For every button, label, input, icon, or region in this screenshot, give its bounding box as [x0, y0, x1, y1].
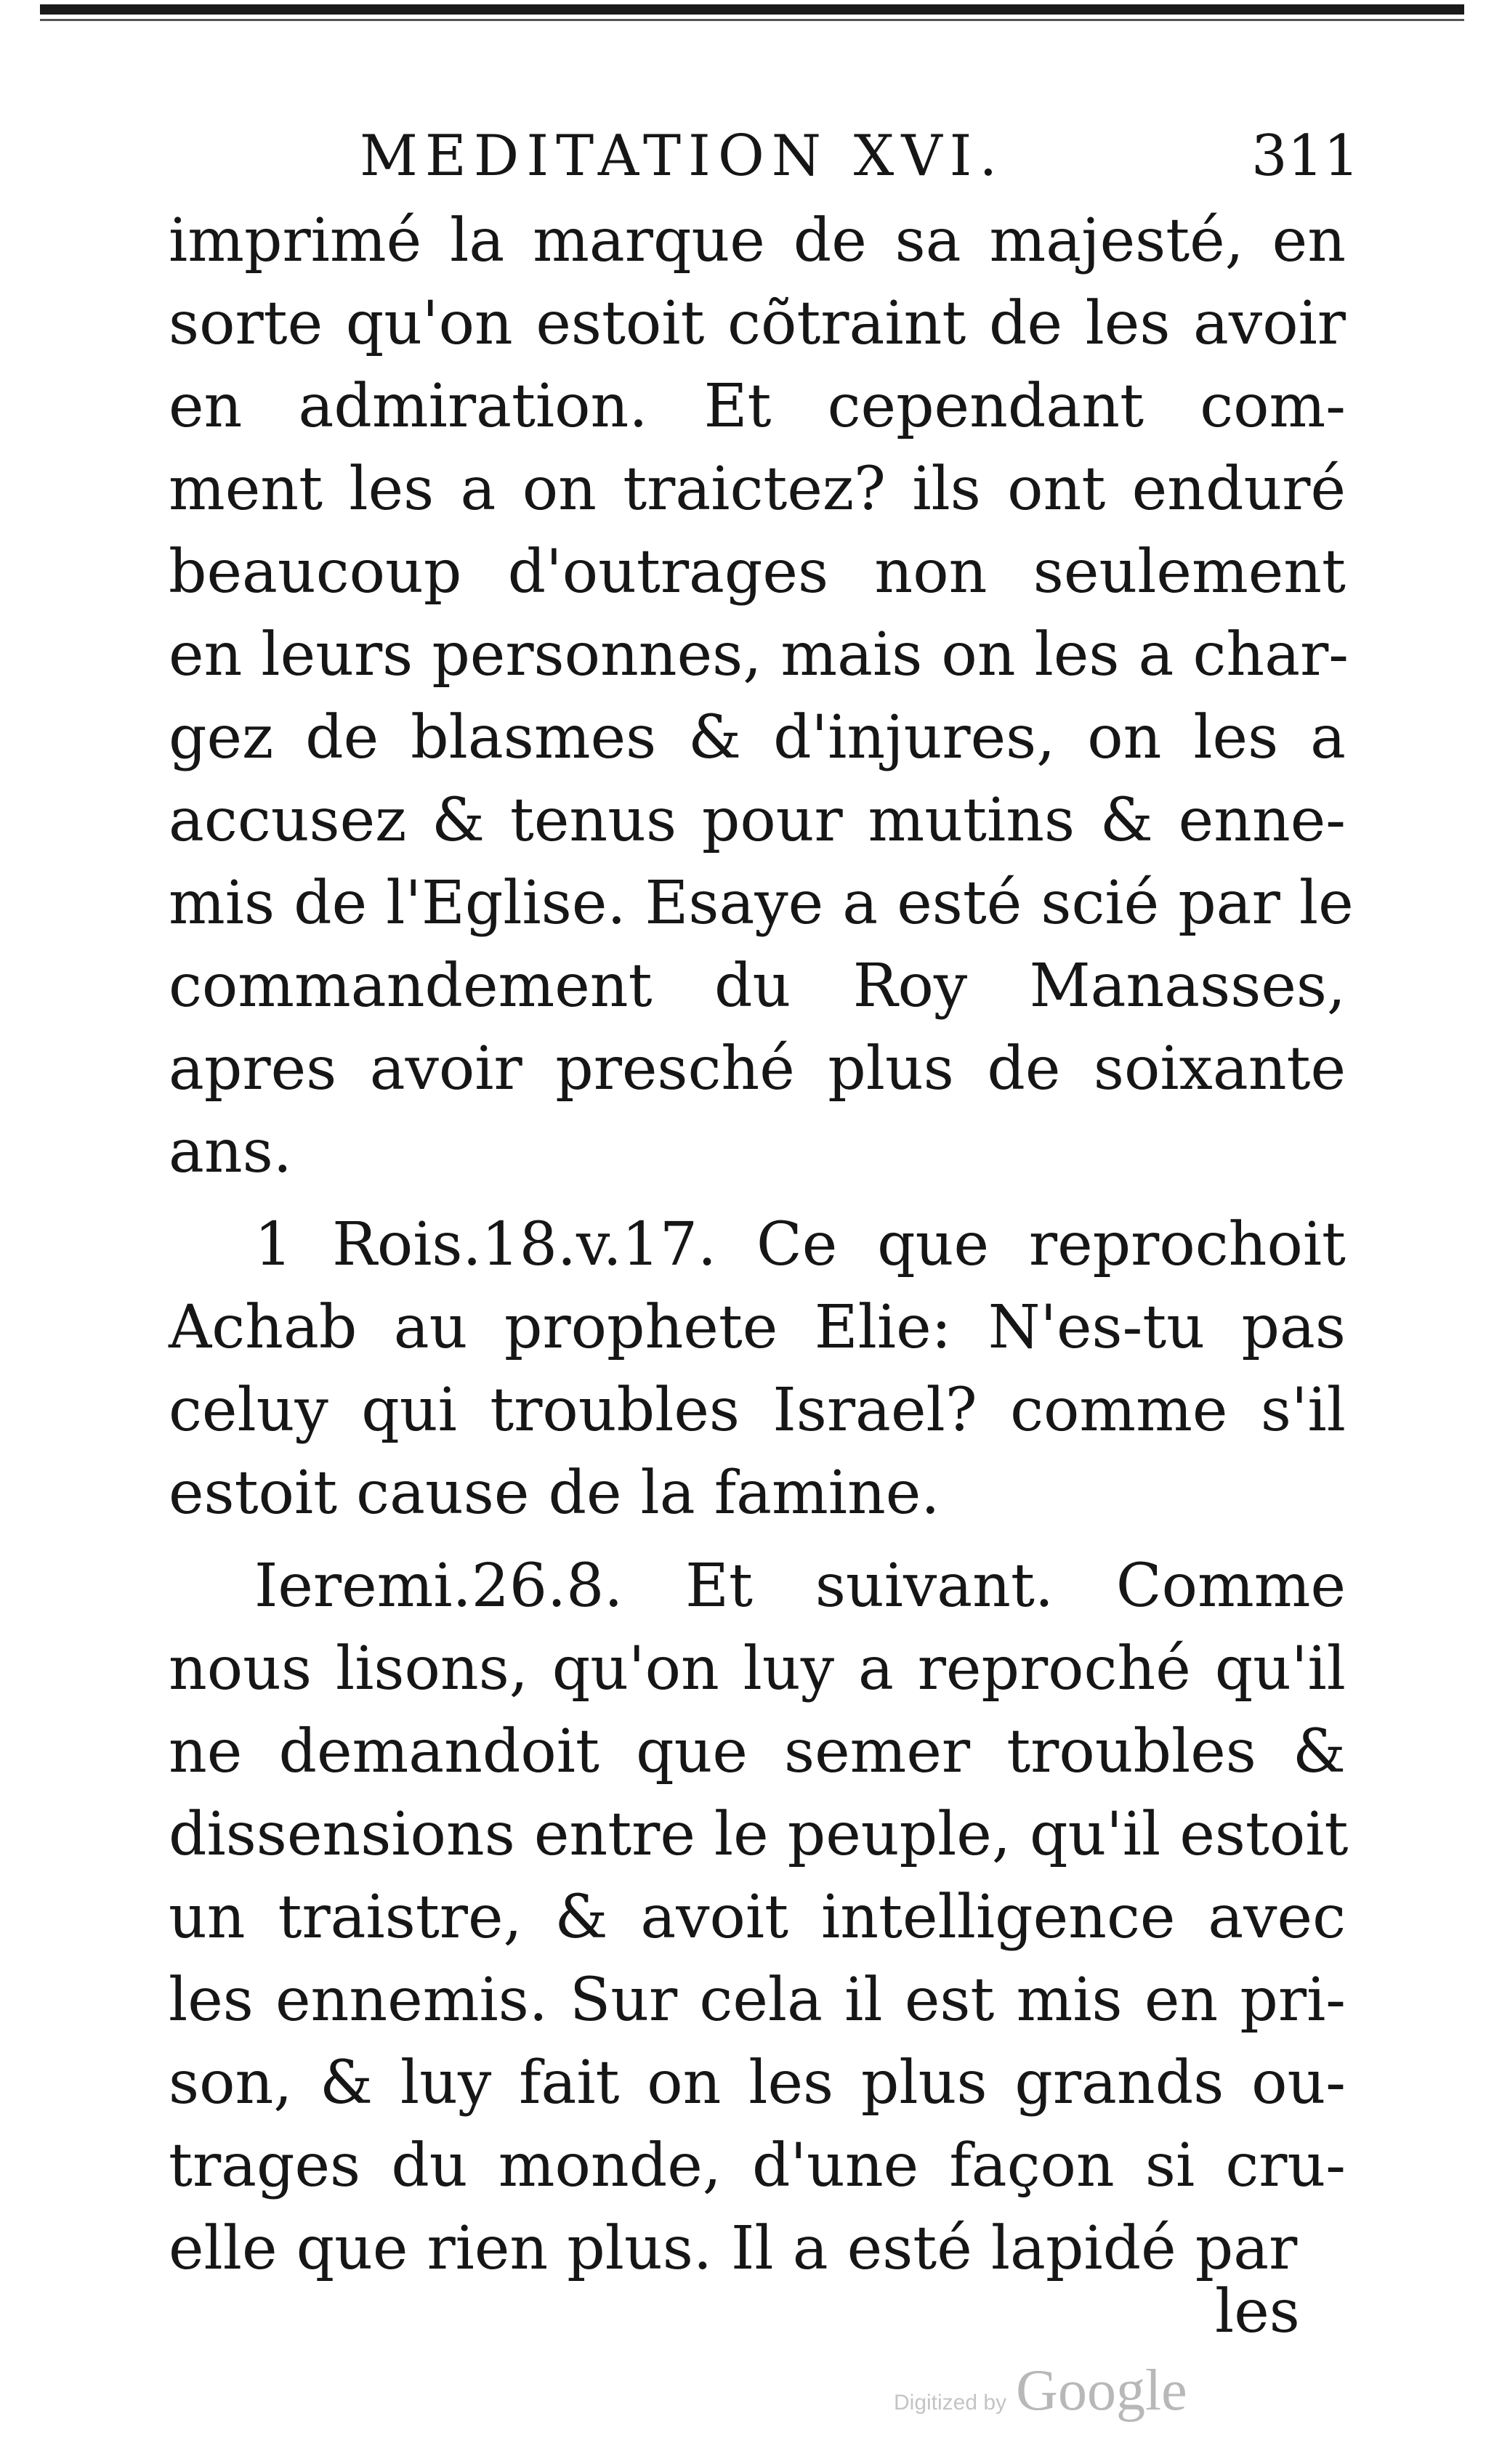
text-line: ne demandoit que semer troubles & — [169, 1717, 1346, 1786]
text-line: sorte qu'on estoit cõtraint de les avoir — [169, 289, 1346, 358]
paragraph — [169, 1545, 1349, 2290]
text-line: Achab au prophete Elie: N'es-tu pas — [169, 1293, 1346, 1362]
watermark-prefix: Digitized by — [894, 2391, 1007, 2415]
watermark-brand: Google — [1016, 2359, 1187, 2423]
text-line: un traistre, & avoit intelligence avec — [169, 1883, 1346, 1952]
text-line: les ennemis. Sur cela il est mis en pri- — [169, 1966, 1346, 2035]
text-line: en leurs personnes, mais on les a char- — [169, 620, 1349, 689]
text-line: apres avoir presché plus de soixante — [169, 1034, 1346, 1103]
text-line: accusez & tenus pour mutins & enne- — [169, 786, 1346, 855]
text-line: commandement du Roy Manasses, — [169, 952, 1346, 1021]
paragraph — [169, 1204, 1346, 1535]
paragraph — [169, 200, 1354, 1194]
text-line: elle que rien plus. Il a esté lapidé par — [169, 2214, 1298, 2283]
text-line: ment les a on traictez? ils ont enduré — [169, 455, 1346, 524]
page-number: 311 — [1251, 123, 1360, 189]
page-header — [0, 123, 1494, 189]
text-line: nous lisons, qu'on luy a reproché qu'il — [169, 1634, 1346, 1703]
digitization-watermark — [894, 2358, 1187, 2424]
text-line: son, & luy fait on les plus grands ou- — [169, 2048, 1346, 2118]
text-line: celuy qui troubles Israel? comme s'il — [169, 1376, 1346, 1445]
text-line: 1 Rois.18.v.17. Ce que reprochoit — [254, 1210, 1346, 1279]
body-text — [169, 200, 1354, 2290]
text-line: trages du monde, d'une façon si cru- — [169, 2131, 1346, 2200]
top-border-rule-thin — [40, 19, 1464, 21]
text-line: estoit cause de la famine. — [169, 1459, 940, 1528]
text-line: ans. — [169, 1117, 292, 1186]
text-line: Ieremi.26.8. Et suivant. Comme — [254, 1552, 1346, 1621]
paragraph-gap — [169, 1194, 1346, 1204]
text-line: mis de l'Eglise. Esaye a esté scié par le — [169, 869, 1354, 938]
top-border-rule — [40, 4, 1464, 15]
running-head: MEDITATION XVI. — [360, 123, 1005, 189]
text-line: beaucoup d'outrages non seulement — [169, 538, 1346, 607]
paragraph-gap — [169, 1535, 1346, 1545]
text-line: dissensions entre le peuple, qu'il estoit — [169, 1800, 1349, 1869]
text-line: imprimé la marque de sa majesté, en — [169, 206, 1346, 275]
text-line: en admiration. Et cependant com- — [169, 372, 1346, 441]
catchword: les — [1215, 2277, 1300, 2346]
text-line: gez de blasmes & d'injures, on les a — [169, 703, 1346, 772]
